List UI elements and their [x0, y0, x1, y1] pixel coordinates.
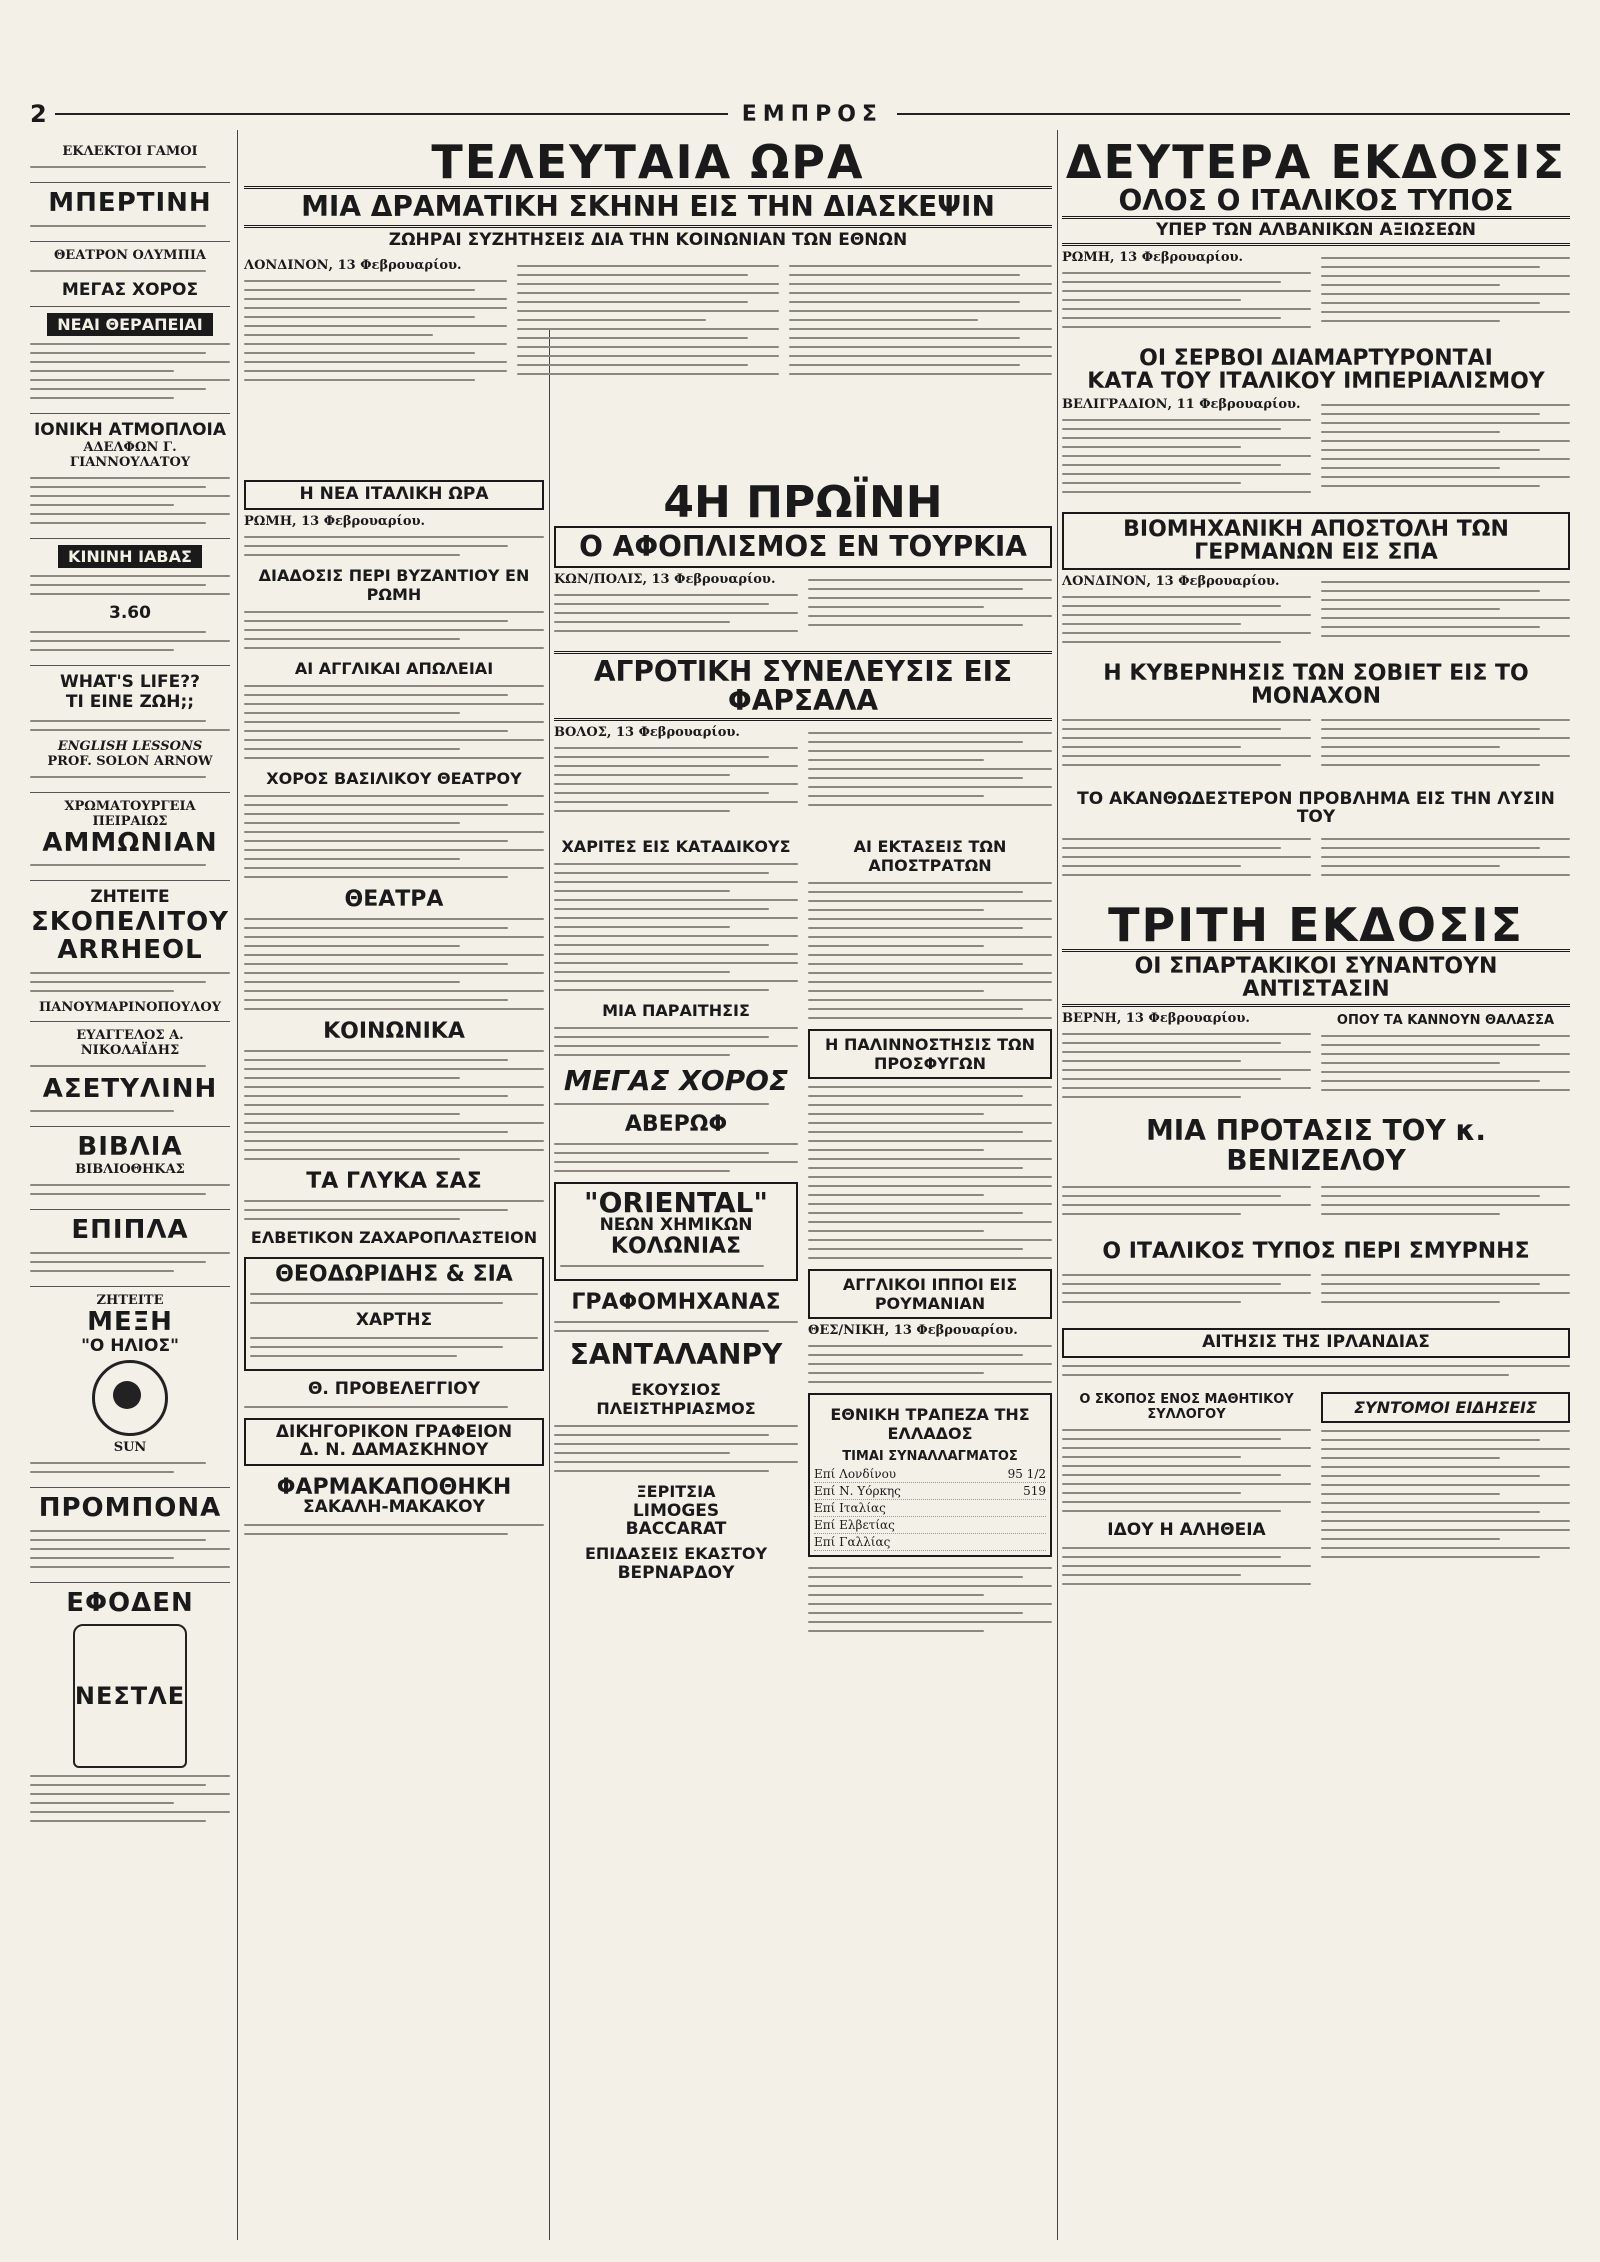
ad-headline: ΕΦΟΔΕΝ [66, 1588, 194, 1619]
section-headline: ΤΑ ΓΛΥΚΑ ΣΑΣ [306, 1169, 482, 1195]
ad-title: ΕΚΛΕΚΤΟΙ ΓΑΜΟΙ [62, 144, 198, 159]
ad-headline: ΒΙΒΛΙΑ [77, 1132, 183, 1163]
section-headline: ΧΑΡΙΤΕΣ ΕΙΣ ΚΑΤΑΔΙΚΟΥΣ [561, 837, 791, 857]
ad-teacher-name: PROF. SOLON ARNOW [47, 753, 213, 769]
triti-ekdosis [1062, 897, 1570, 1106]
theatra-section [244, 888, 544, 1010]
section-headline: ΑΙ ΕΚΤΑΣΕΙΣ ΤΩΝ ΑΠΟΣΤΡΑΤΩΝ [853, 837, 1007, 876]
ad-mezi [30, 1287, 230, 1489]
ad-headline: ΠΡΟΜΠΟΝΑ [38, 1493, 222, 1524]
rate-value: 519 [1023, 1484, 1046, 1499]
rate-label: Επί Ν. Υόρκης [814, 1484, 901, 1499]
edition-headline: 4Η ΠΡΩΪΝΗ [663, 477, 943, 528]
agglikai-apoleiai-section [244, 659, 544, 759]
section-headline: Η ΠΑΛΙΝΝΟΣΤΗΣΙΣ ΤΩΝ ΠΡΟΣΦΥΓΩΝ [808, 1029, 1052, 1079]
ektaseis-section [808, 837, 1052, 1019]
masthead-rule-right [897, 113, 1570, 115]
top-story-subheadline: ΖΩΗΡΑΙ ΣΥΖΗΤΗΣΕΙΣ ΔΙΑ ΤΗΝ ΚΟΙΝΩΝΙΑΝ ΤΩΝ ΕΘΝΩΝ [388, 229, 908, 250]
ad-title: ΝΕΑΙ ΘΕΡΑΠΕΙΑΙ [47, 313, 212, 336]
ad-brand: "Ο ΗΛΙΟΣ" [81, 1336, 179, 1357]
ad-title: ΖΗΤΕΙΤΕ [96, 1292, 164, 1308]
section-headline: ΕΚΟΥΣΙΟΣ ΠΛΕΙΣΤΗΡΙΑΣΜΟΣ [596, 1379, 756, 1418]
ad-megas-xoros [554, 1066, 798, 1171]
section-headline: Ο ΣΚΟΠΟΣ ΕΝΟΣ ΜΑΘΗΤΙΚΟΥ ΣΥΛΛΟΓΟΥ [1079, 1391, 1294, 1422]
table-row [814, 1483, 1046, 1500]
ad-asetilini [30, 1022, 230, 1128]
table-title: ΕΘΝΙΚΗ ΤΡΑΠΕΖΑ ΤΗΣ ΕΛΛΑΔΟΣ [830, 1405, 1030, 1444]
deftera-ekdosis [1062, 135, 1570, 337]
ad-brand: BACCARAT [625, 1518, 727, 1539]
ad-title: ΚΙΝΙΝΗ ΙΑΒΑΣ [58, 545, 202, 568]
top-story [244, 135, 1052, 390]
section-headline: ΑΓΡΟΤΙΚΗ ΣΥΝΕΛΕΥΣΙΣ ΕΙΣ ΦΑΡΣΑΛΑ [554, 651, 1052, 722]
ad-title: ΖΗΤΕΙΤΕ [90, 887, 170, 908]
servoi-section [1062, 347, 1570, 502]
ad-oriental [554, 1182, 798, 1281]
idou-alitheia-section [1062, 1519, 1311, 1585]
ekouseos-section [554, 1380, 798, 1472]
section-headline: Η ΝΕΑ ΙΤΑΛΙΚΗ ΩΡΑ [244, 480, 544, 510]
section-headline: ΟΙ ΣΕΡΒΟΙ ΔΙΑΜΑΡΤΥΡΟΝΤΑΙ [1139, 345, 1493, 371]
column-3-left [554, 831, 798, 1642]
ad-headline: ΜΕΞΗ [87, 1306, 173, 1337]
mia-paraitisis-section [554, 1001, 798, 1056]
rates-list [814, 1466, 1046, 1551]
section-headline: ΟΛΟΣ Ο ΙΤΑΛΙΚΟΣ ΤΥΠΟΣ [1118, 184, 1514, 218]
akanthodesteron-section [1062, 791, 1570, 891]
section-headline: ΘΕΑΤΡΑ [344, 886, 444, 912]
news-column-4 [1062, 135, 1570, 1595]
ad-subtitle: ΑΔΕΛΦΩΝ Γ. ΓΙΑΝΝΟΥΛΑΤΟΥ [69, 440, 191, 471]
ad-name: Δ. Ν. ΔΑΜΑΣΚΗΝΟΥ [299, 1439, 489, 1460]
ad-ammonia [30, 793, 230, 882]
ad-title: ΧΡΩΜΑΤΟΥΡΓΕΙΑ ΠΕΙΡΑΙΩΣ [64, 798, 196, 829]
ad-headline: ΓΡΑΦΟΜΗΧΑΝΑΣ [571, 1290, 781, 1316]
ad-name: ΣΑΚΑΛΗ-ΜΑΚΑΚΟΥ [303, 1496, 485, 1517]
ad-title: ΤΙ ΕΙΝΕ ΖΩΗ;; [65, 692, 195, 713]
ad-promponas [30, 1488, 230, 1583]
section-headline: ΔΙΑΔΟΣΙΣ ΠΕΡΙ ΒΥΖΑΝΤΙΟΥ ΕΝ ΡΩΜΗ [258, 565, 530, 604]
koinonika-section [244, 1020, 544, 1160]
ad-subtitle: ΧΑΡΤΗΣ [355, 1310, 433, 1331]
section-headline: ΜΙΑ ΠΑΡΑΙΤΗΣΙΣ [602, 1001, 750, 1021]
ad-product: ΣΑΝΤΑΛΑΝΡΥ [569, 1338, 783, 1372]
table-row [814, 1534, 1046, 1551]
ad-title: ΞΕΡΙΤΣΙΑ [636, 1481, 716, 1501]
ad-nea-therapeiai [30, 307, 230, 414]
ad-vivlia [30, 1127, 230, 1210]
ad-headline: ΣΚΟΠΕΛΙΤΟΥ [31, 906, 229, 937]
kyvernisis-section [1062, 662, 1570, 781]
column-rule [237, 130, 238, 2240]
ad-ioniki [30, 414, 230, 539]
ad-theatron-olympia [30, 242, 230, 307]
ad-subtitle: ΜΕΓΑΣ ΧΟΡΟΣ [61, 279, 199, 300]
ad-headline: ΑΣΕΤΥΛΙΝΗ [42, 1073, 218, 1104]
ad-subtitle: ΒΙΒΛΙΟΘΗΚΑΣ [75, 1161, 185, 1177]
ad-skopelitou [30, 881, 230, 1022]
agrotiki-section [554, 651, 1052, 822]
masthead [30, 100, 1570, 128]
dateline: ΛΟΝΔΙΝΟΝ, 13 Φεβρουαρίου. [244, 257, 462, 273]
irlandia-section [1062, 1328, 1570, 1376]
advertisement-column [30, 138, 230, 1836]
section-headline: ΤΟ ΑΚΑΝΘΩΔΕΣΤΕΡΟΝ ΠΡΟΒΛΗΜΑ ΕΙΣ ΤΗΝ ΛΥΣΙΝ ΤΟΥ [1077, 789, 1555, 827]
section-headline: ΒΙΟΜΗΧΑΝΙΚΗ ΑΠΟΣΤΟΛΗ ΤΩΝ ΓΕΡΜΑΝΩΝ ΕΙΣ ΣΠΑ [1062, 512, 1570, 570]
dateline: ΡΩΜΗ, 13 Φεβρουαρίου. [244, 513, 426, 529]
ad-headline: ΑΜΜΩΝΙΑΝ [42, 827, 218, 858]
dateline: ΛΟΝΔΙΝΟΝ, 13 Φεβρουαρίου. [1062, 573, 1280, 589]
rate-value: 95 1/2 [1007, 1467, 1046, 1482]
syntomoi-section [1321, 1386, 1570, 1585]
ad-theodoridis [244, 1257, 544, 1371]
ad-brand: LIMOGES [632, 1500, 720, 1521]
ad-title: ΙΟΝΙΚΗ ΑΤΜΟΠΛΟΙΑ [33, 419, 227, 440]
dateline: ΒΕΡΝΗ, 13 Φεβρουαρίου. [1062, 1011, 1250, 1027]
ad-english-lessons [30, 666, 230, 793]
xarites-section [554, 837, 798, 991]
section-headline: ΜΙΑ ΠΡΟΤΑΣΙΣ ΤΟΥ κ. ΒΕΝΙΖΕΛΟΥ [1145, 1114, 1487, 1177]
news-column-3 [554, 477, 1052, 1642]
news-column-2 [244, 480, 544, 1545]
ad-kinini [30, 539, 230, 665]
ad-estia [30, 1583, 230, 1836]
ad-title: ΕΥΑΓΓΕΛΟΣ Α. ΝΙΚΟΛΑΪΔΗΣ [76, 1027, 184, 1058]
top-story-kicker: ΤΕΛΕΥΤΑΙΑ ΩΡΑ [431, 135, 865, 189]
section-headline: ΚΟΙΝΩΝΙΚΑ [323, 1018, 465, 1044]
top-story-headline: ΜΙΑ ΔΡΑΜΑΤΙΚΗ ΣΚΗΝΗ ΕΙΣ ΤΗΝ ΔΙΑΣΚΕΨΙΝ [244, 186, 1052, 227]
palinnostisis-section [808, 1029, 1052, 1259]
section-headline: ΣΥΝΤΟΜΟΙ ΕΙΔΗΣΕΙΣ [1321, 1392, 1570, 1423]
smyrni-section [1062, 1240, 1570, 1318]
ad-sun-label: SUN [113, 1440, 147, 1456]
section-headline: ΧΟΡΟΣ ΒΑΣΙΛΙΚΟΥ ΘΕΑΤΡΟΥ [266, 768, 522, 788]
ad-title: WHAT'S LIFE?? [60, 671, 200, 692]
ta-glyka-section [244, 1170, 544, 1247]
section-headline: Η ΚΥΒΕΡΝΗΣΙΣ ΤΩΝ ΣΟΒΙΕΤ ΕΙΣ ΤΟ ΜΟΝΑΧΟΝ [1103, 660, 1529, 709]
ad-pharmacy: ΠΑΝΟΥΜΑΡΙΝΟΠΟΥΛΟΥ [39, 999, 221, 1015]
ad-title: ΘΕΑΤΡΟΝ ΟΛΥΜΠΙΑ [53, 247, 207, 263]
ad-subtitle: ΝΕΩΝ ΧΗΜΙΚΩΝ [599, 1215, 753, 1236]
column-3-right [808, 831, 1052, 1642]
page-number: 2 [30, 100, 47, 128]
dateline: ΘΕΣ/ΝΙΚΗ, 13 Φεβρουαρίου. [808, 1323, 1018, 1339]
ad-headline: ΘΕΟΔΩΡΙΔΗΣ & ΣΙΑ [275, 1262, 513, 1288]
rate-label: Επί Λονδίνου [814, 1467, 897, 1482]
ad-headline: ΜΕΓΑΣ ΧΟΡΟΣ [563, 1064, 789, 1098]
column-rule [1057, 130, 1058, 2240]
section-headline: Ο ΙΤΑΛΙΚΟΣ ΤΥΠΟΣ ΠΕΡΙ ΣΜΥΡΝΗΣ [1102, 1239, 1530, 1265]
ad-headline: ΔΙΚΗΓΟΡΙΚΟΝ ΓΡΑΦΕΙΟΝ [275, 1421, 513, 1442]
table-subtitle: ΤΙΜΑΙ ΣΥΝΑΛΛΑΓΜΑΤΟΣ [842, 1449, 1018, 1465]
paper-name: ΕΜΠΡΟΣ [741, 101, 883, 127]
rate-label: Επί Ιταλίας [814, 1501, 886, 1516]
viomixaniki-section [1062, 512, 1570, 652]
table-row [814, 1517, 1046, 1534]
ethniki-trapeza-table [808, 1393, 1052, 1557]
ad-headline: ΕΛΒΕΤΙΚΟΝ ΖΑΧΑΡΟΠΛΑΣΤΕΙΟΝ [250, 1228, 538, 1248]
ad-venue: ΑΒΕΡΩΦ [624, 1111, 728, 1137]
sun-icon [92, 1360, 168, 1436]
edition-headline: ΔΕΥΤΕΡΑ ΕΚΔΟΣΙΣ [1065, 135, 1567, 189]
ad-epipla [30, 1210, 230, 1287]
masthead-rule-left [55, 113, 728, 115]
nea-italiki-section [244, 480, 544, 556]
table-row [814, 1466, 1046, 1483]
rate-label: Επί Γαλλίας [814, 1535, 891, 1550]
ad-headline: ΕΠΙΠΛΑ [71, 1214, 189, 1245]
section-headline: ΑΙΤΗΣΙΣ ΤΗΣ ΙΡΛΑΝΔΙΑΣ [1062, 1328, 1570, 1358]
ad-limoges [554, 1482, 798, 1584]
ad-product: ARRHEOL [57, 935, 203, 966]
section-headline: ΟΠΟΥ ΤΑ ΚΑΝΝΟΥΝ ΘΑΛΑΣΣΑ [1336, 1013, 1555, 1029]
protasis-section [1062, 1116, 1570, 1230]
section-headline: ΑΓΓΛΙΚΟΙ ΙΠΠΟΙ ΕΙΣ ΡΟΥΜΑΝΙΑΝ [808, 1269, 1052, 1319]
section-headline: ΙΔΟΥ Η ΑΛΗΘΕΙΑ [1107, 1519, 1266, 1540]
ad-dikigoriko [244, 1418, 544, 1466]
ad-price: 3.60 [109, 603, 151, 624]
afoplismos-section [554, 477, 1052, 641]
ad-subtitle: ΕΠΙΔΑΣΕΙΣ ΕΚΑΣΤΟΥ [584, 1544, 768, 1564]
milk-can-icon [73, 1624, 187, 1768]
ad-subtitle: ENGLISH LESSONS [57, 738, 203, 754]
ad-farmakapothiki [244, 1476, 544, 1535]
ad-name: ΒΕΡΝΑΡΔΟΥ [617, 1563, 735, 1584]
ad-ekelektoi [30, 138, 230, 183]
ethniki-trapeza-notice [808, 1567, 1052, 1632]
ad-provelegiou [244, 1381, 544, 1408]
edition-headline: ΤΡΙΤΗ ΕΚΔΟΣΙΣ [1108, 897, 1524, 952]
ad-product: ΚΟΛΩΝΙΑΣ [610, 1234, 742, 1260]
dateline: ΒΟΛΟΣ, 13 Φεβρουαρίου. [554, 725, 740, 741]
diadosis-section [244, 566, 544, 649]
dateline: ΡΩΜΗ, 13 Φεβρουαρίου. [1062, 249, 1244, 265]
skopos-section [1062, 1392, 1311, 1512]
section-headline: ΟΙ ΣΠΑΡΤΑΚΙΚΟΙ ΣΥΝΑΝΤΟΥΝ ΑΝΤΙΣΤΑΣΙΝ [1062, 949, 1570, 1007]
column-rule [549, 330, 550, 2240]
section-headline: Ο ΑΦΟΠΛΙΣΜΟΣ ΕΝ ΤΟΥΡΚΙΑ [554, 526, 1052, 567]
section-subheadline: ΚΑΤΑ ΤΟΥ ΙΤΑΛΙΚΟΥ ΙΜΠΕΡΙΑΛΙΣΜΟΥ [1087, 368, 1545, 394]
ad-headline: "ORIENTAL" [584, 1185, 768, 1219]
ad-headline: ΦΑΡΜΑΚΑΠΟΘΗΚΗ [276, 1474, 512, 1500]
ad-title: ΜΠΕΡΤΙΝΗ [48, 188, 212, 218]
dateline: ΚΩΝ/ΠΟΛΙΣ, 13 Φεβρουαρίου. [554, 571, 776, 587]
milk-can-label: ΝΕΣΤΛΕ [74, 1681, 186, 1710]
agglikoi-ippoi-section [808, 1269, 1052, 1383]
ad-mpertinh [30, 183, 230, 242]
section-subheadline: ΥΠΕΡ ΤΩΝ ΑΛΒΑΝΙΚΩΝ ΑΞΙΩΣΕΩΝ [1062, 216, 1570, 246]
table-row [814, 1500, 1046, 1517]
dateline: ΒΕΛΙΓΡΑΔΙΟΝ, 11 Φεβρουαρίου. [1062, 396, 1301, 412]
xoros-vasilikou-section [244, 769, 544, 878]
ad-grafomixanas [554, 1290, 798, 1372]
ad-headline: Θ. ΠΡΟΒΕΛΕΓΓΙΟΥ [307, 1379, 481, 1400]
section-headline: ΑΙ ΑΓΓΛΙΚΑΙ ΑΠΩΛΕΙΑΙ [294, 658, 494, 678]
rate-label: Επί Ελβετίας [814, 1518, 895, 1533]
